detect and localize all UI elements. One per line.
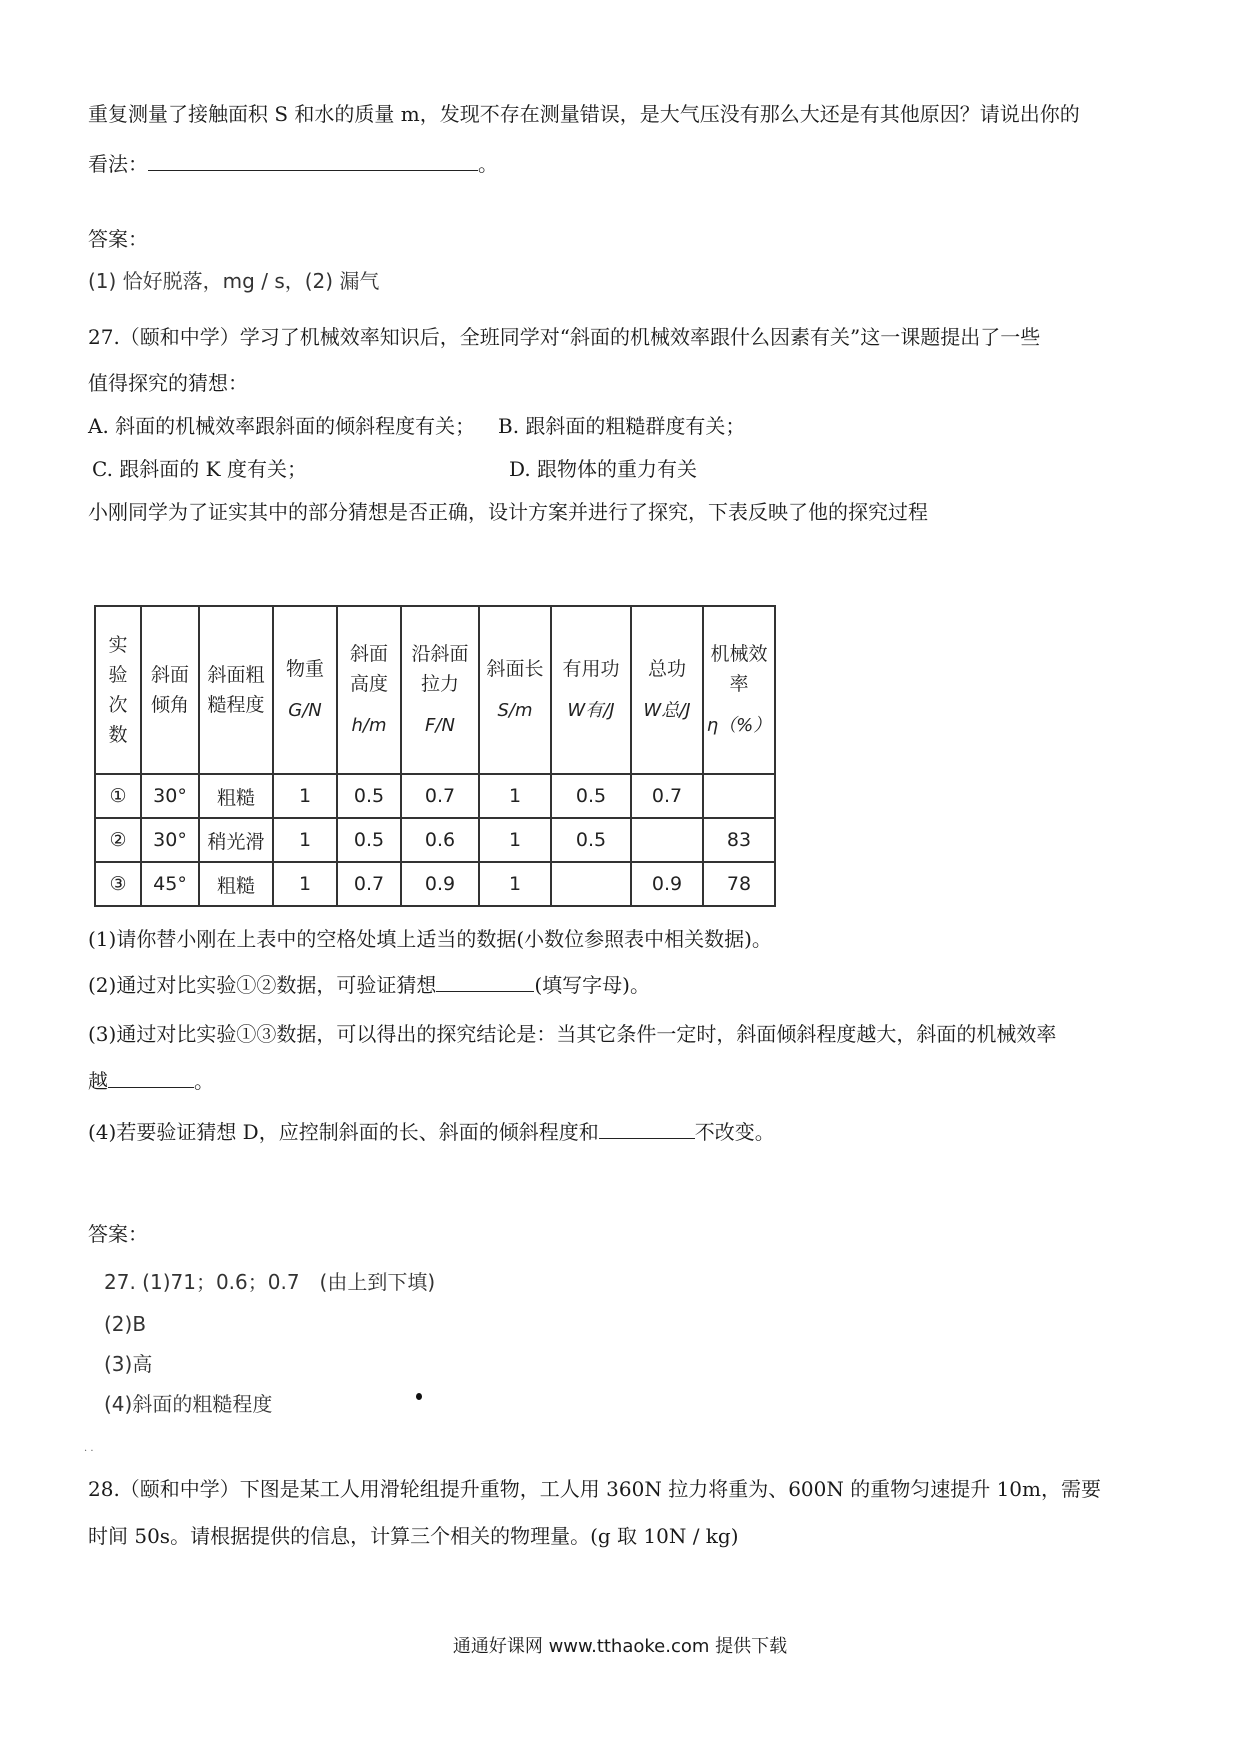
prev-question-prompt: 看法：: [88, 152, 148, 176]
header-weight: 物重 G/N: [273, 606, 337, 774]
header-angle: 斜面倾角: [141, 606, 199, 774]
q27-sub4-text: (4)若要验证猜想 D，应控制斜面的长、斜面的倾斜程度和: [88, 1120, 599, 1144]
table-cell: 0.5: [551, 818, 631, 862]
header-total-work: 总功 W总/J: [631, 606, 703, 774]
table-header-row: [95, 606, 775, 774]
q28-line1: 28.（颐和中学）下图是某工人用滑轮组提升重物，工人用 360N 拉力将重为、600N 的重物匀速提升 10m，需要: [88, 1477, 1101, 1501]
answer-blank: [436, 971, 534, 992]
q27-option-a: A. 斜面的机械效率跟斜面的倾斜程度有关；: [88, 414, 476, 438]
prev-question-line1: 重复测量了接触面积 S 和水的质量 m，发现不存在测量错误，是大气压没有那么大还是有其他原因？请说出你的: [88, 102, 1080, 126]
table-cell: 0.5: [337, 774, 401, 818]
table-row: [95, 818, 775, 862]
header-roughness: 斜面粗糙程度: [199, 606, 273, 774]
q27-sub3-text: 越: [88, 1069, 108, 1093]
table-cell: 0.5: [337, 818, 401, 862]
header-efficiency: 机械效率 η（%）: [703, 606, 775, 774]
header-length: 斜面长 S/m: [479, 606, 551, 774]
table-cell-blank: [631, 818, 703, 862]
ink-dot: [416, 1393, 422, 1400]
table-cell: ①: [95, 774, 141, 818]
table-cell: 1: [479, 774, 551, 818]
prev-question-end: 。: [478, 152, 498, 176]
q27-lead: 小刚同学为了证实其中的部分猜想是否正确，设计方案并进行了探究，下表反映了他的探究过程: [88, 500, 928, 524]
q27-sub2-end: (填写字母)。: [534, 973, 650, 997]
table-cell: 粗糙: [199, 862, 273, 906]
page-footer: 通通好课网 www.tthaoke.com 提供下载: [452, 1636, 788, 1657]
table-row: [95, 862, 775, 906]
q27-option-c: C. 跟斜面的 K 度有关；: [92, 457, 307, 481]
table-cell: 0.6: [401, 818, 479, 862]
q27-sub4: [88, 1118, 775, 1146]
header-useful-work: 有用功 W有/J: [551, 606, 631, 774]
answer-27-line4: (4)斜面的粗糙程度: [104, 1392, 273, 1416]
table-cell: 30°: [141, 818, 199, 862]
table-cell: 0.9: [631, 862, 703, 906]
q28-line2: 时间 50s。请根据提供的信息，计算三个相关的物理量。(g 取 10N / kg): [88, 1524, 739, 1548]
table-cell: 78: [703, 862, 775, 906]
table-cell: 1: [273, 774, 337, 818]
q27-intro-line1: 27.（颐和中学）学习了机械效率知识后，全班同学对“斜面的机械效率跟什么因素有关”这一课题提出了一些: [88, 325, 1041, 349]
answer-27-line1: 27. (1)71；0.6；0.7 (由上到下填): [104, 1270, 436, 1294]
answer-text: (1) 恰好脱落，mg / s，(2) 漏气: [88, 269, 380, 293]
table-cell: 83: [703, 818, 775, 862]
answer-blank: [599, 1118, 695, 1139]
answer-label: 答案：: [88, 1222, 148, 1246]
table-cell: 粗糙: [199, 774, 273, 818]
header-pull-force: 沿斜面拉力 F/N: [401, 606, 479, 774]
q27-option-d: D. 跟物体的重力有关: [509, 457, 698, 481]
answer-27-line3: (3)高: [104, 1352, 153, 1376]
q27-sub1: (1)请你替小刚在上表中的空格处填上适当的数据(小数位参照表中相关数据)。: [88, 927, 772, 951]
table-cell: 0.7: [337, 862, 401, 906]
table-cell: 1: [479, 818, 551, 862]
prev-question-line2: [88, 150, 498, 178]
table-cell: 1: [273, 862, 337, 906]
table-cell-blank: [551, 862, 631, 906]
answer-label: 答案：: [88, 227, 148, 251]
q27-intro-line2: 值得探究的猜想：: [88, 371, 248, 395]
table-row: [95, 774, 775, 818]
table-cell: 稍光滑: [199, 818, 273, 862]
answer-blank: [108, 1067, 194, 1088]
table-cell: 45°: [141, 862, 199, 906]
q27-sub2: [88, 971, 650, 999]
q27-sub4-end: 不改变。: [694, 1120, 775, 1144]
q27-sub2-text: (2)通过对比实验①②数据，可验证猜想: [88, 973, 437, 997]
table-cell: 30°: [141, 774, 199, 818]
header-height: 斜面高度 h/m: [337, 606, 401, 774]
q27-sub3-end: 。: [194, 1069, 214, 1093]
header-trial: 实验次数: [95, 606, 141, 774]
table-cell: 0.5: [551, 774, 631, 818]
table-cell: 1: [273, 818, 337, 862]
table-cell: 1: [479, 862, 551, 906]
answer-blank: [148, 150, 478, 171]
scan-specks: · ·: [84, 1446, 94, 1457]
q27-sub3-line1: (3)通过对比实验①③数据，可以得出的探究结论是：当其它条件一定时，斜面倾斜程度越大，斜面的机械效率: [88, 1022, 1057, 1046]
table-cell-blank: [703, 774, 775, 818]
q27-option-b: B. 跟斜面的粗糙群度有关；: [498, 414, 746, 438]
answer-27-line2: (2)B: [104, 1312, 147, 1336]
table-cell: 0.7: [401, 774, 479, 818]
experiment-table: [94, 605, 776, 907]
table-cell: ③: [95, 862, 141, 906]
q27-sub3-line2: [88, 1067, 214, 1095]
table-cell: 0.7: [631, 774, 703, 818]
table-cell: ②: [95, 818, 141, 862]
table-cell: 0.9: [401, 862, 479, 906]
